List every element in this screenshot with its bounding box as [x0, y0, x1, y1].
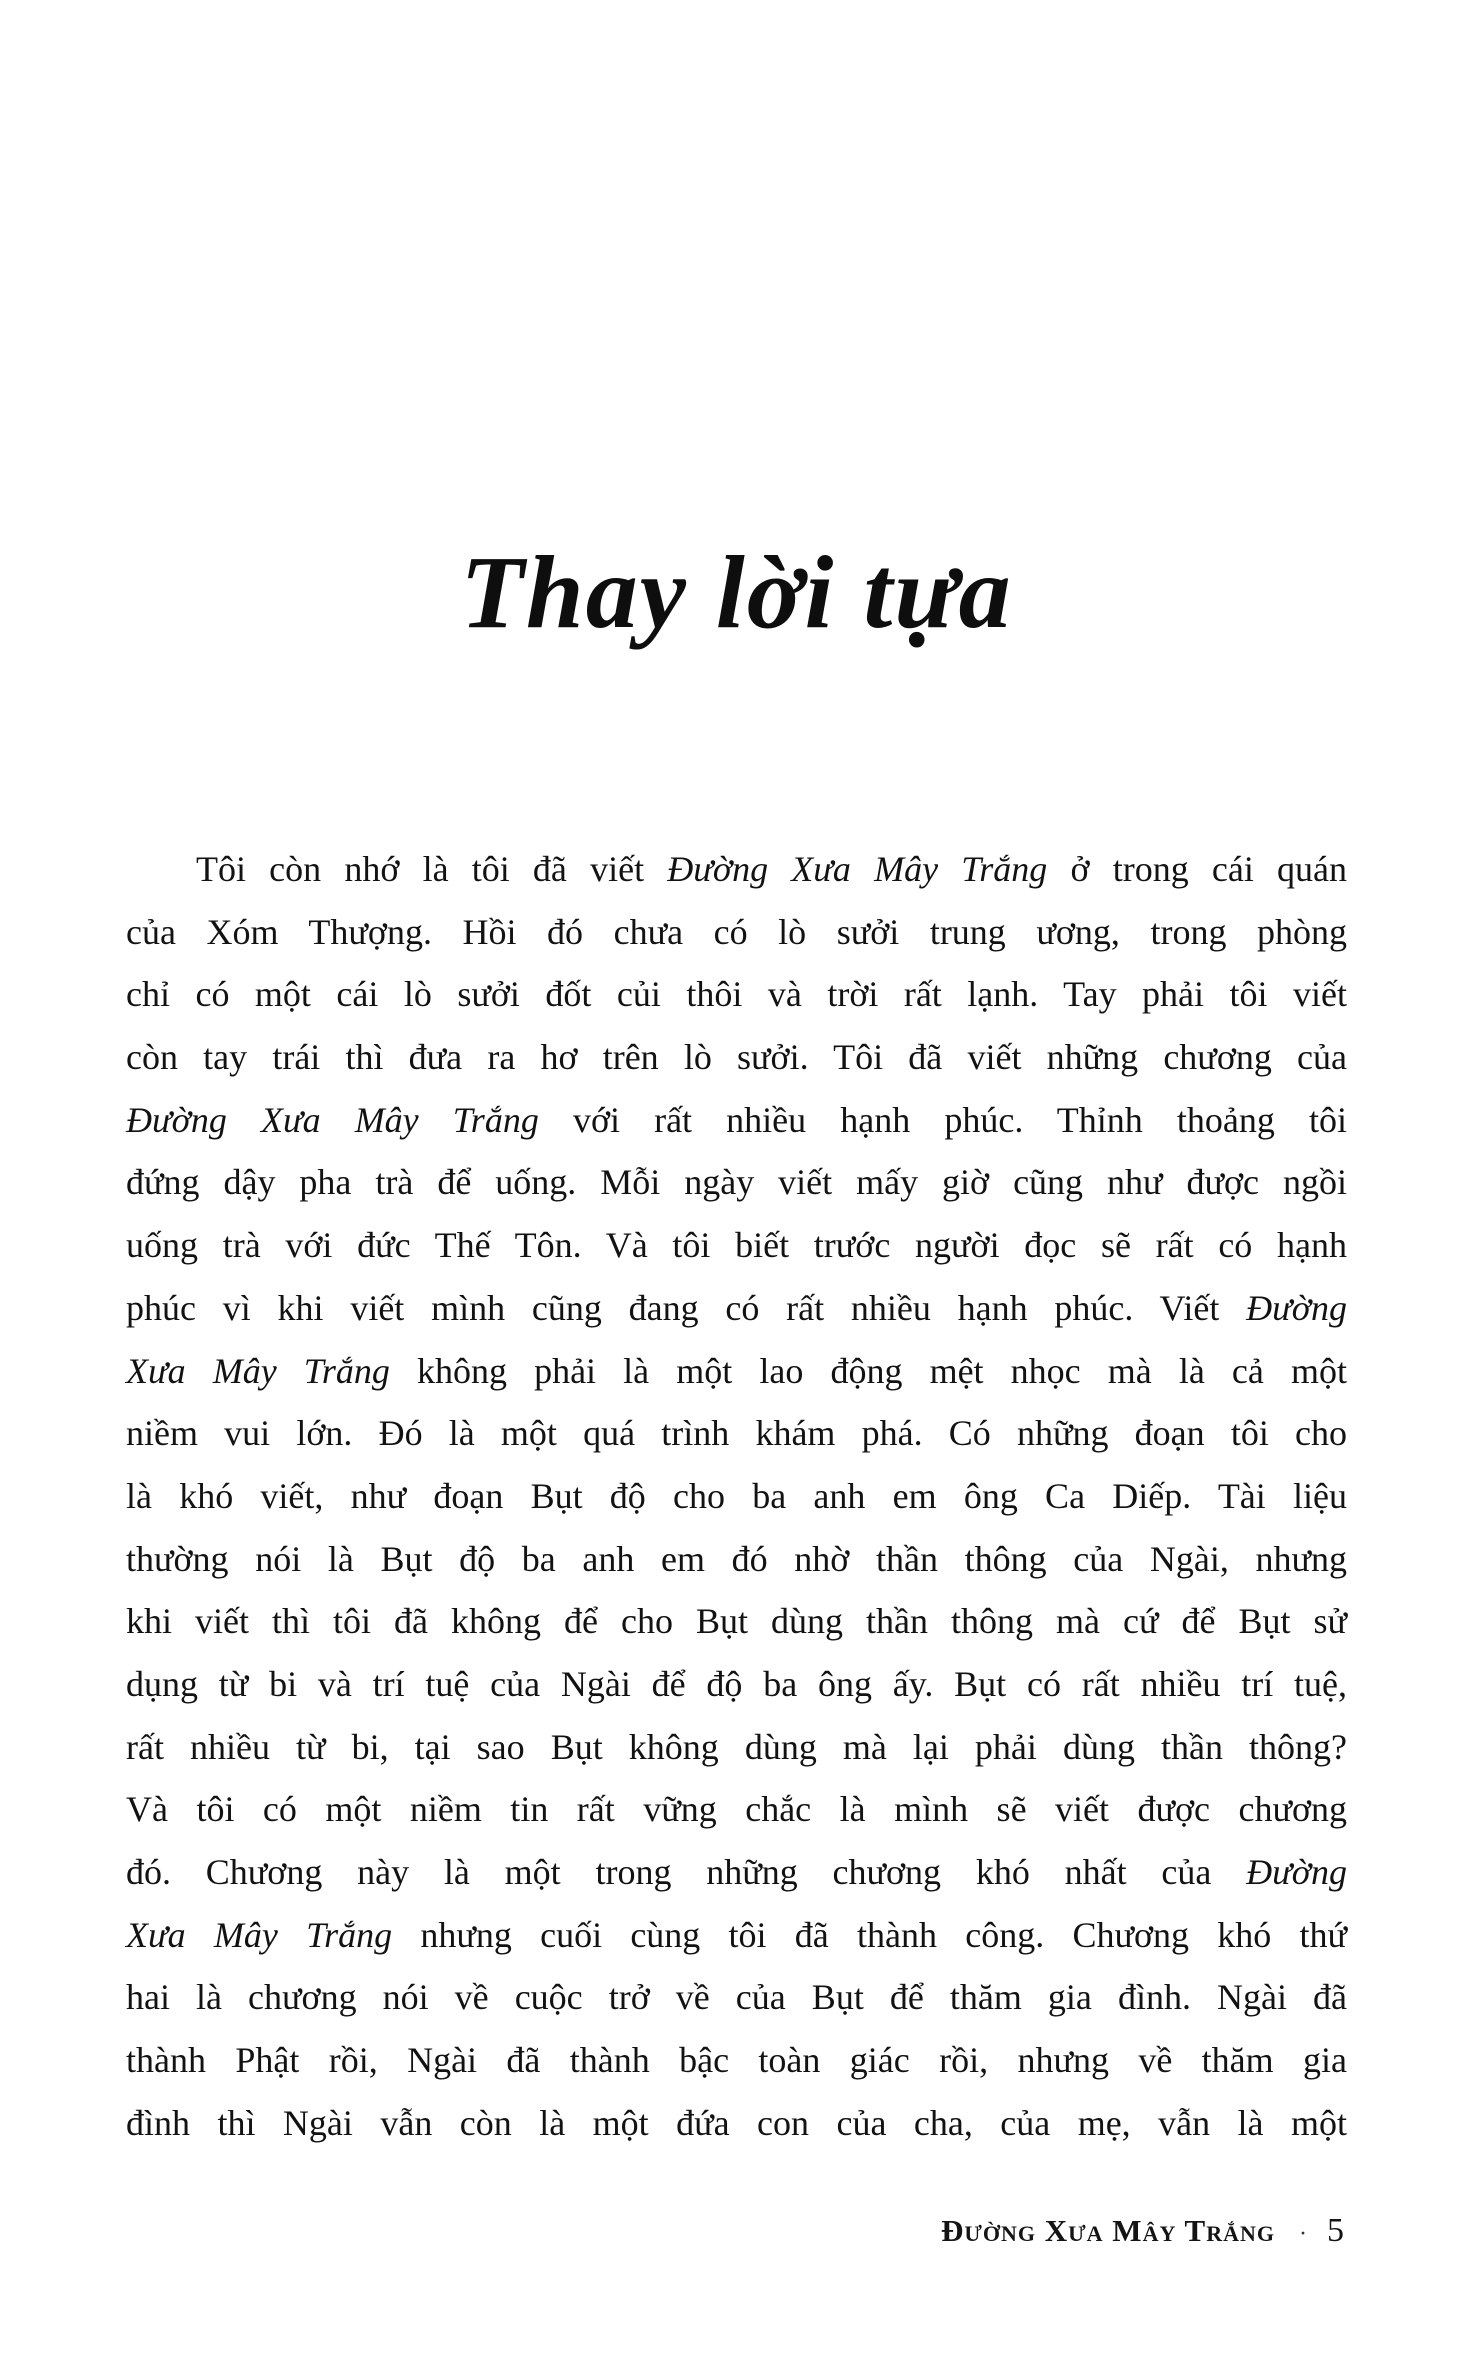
body-line	[126, 1340, 1347, 1403]
body-line	[126, 1778, 1347, 1841]
text-run: còn tay trái thì đưa ra hơ trên lò sưởi. Tôi đã viết những chương của	[126, 1037, 1347, 1078]
text-run: đó. Chương này là một trong những chương khó nhất của	[126, 1852, 1247, 1892]
body-text	[126, 838, 1347, 2154]
body-line	[126, 838, 1347, 901]
text-run: niềm vui lớn. Đó là một quá trình khám phá. Có những đoạn tôi cho	[126, 1413, 1347, 1454]
body-line	[126, 1151, 1347, 1214]
text-run: là khó viết, như đoạn Bụt độ cho ba anh em ông Ca Diếp. Tài liệu	[126, 1475, 1347, 1516]
text-run: rất nhiều từ bi, tại sao Bụt không dùng mà lại phải dùng thần thông?	[126, 1726, 1347, 1767]
text-run: thành Phật rồi, Ngài đã thành bậc toàn giác rồi, nhưng về thăm gia	[126, 2040, 1347, 2081]
body-line	[126, 1528, 1347, 1591]
text-run: đứng dậy pha trà để uống. Mỗi ngày viết mấy giờ cũng như được ngồi	[126, 1162, 1347, 1203]
text-run: ở trong cái quán	[1047, 849, 1348, 889]
body-line	[126, 901, 1347, 964]
body-line	[126, 1590, 1347, 1653]
text-run: của Xóm Thượng. Hồi đó chưa có lò sưởi trung ương, trong phòng	[126, 911, 1347, 952]
body-line	[126, 1089, 1347, 1152]
body-line	[126, 2029, 1347, 2092]
body-line	[126, 2092, 1347, 2155]
body-line	[126, 1653, 1347, 1716]
body-line	[126, 1841, 1347, 1904]
body-line	[126, 1966, 1347, 2029]
page-footer	[941, 2212, 1344, 2250]
body-line	[126, 1465, 1347, 1528]
body-line	[126, 1214, 1347, 1277]
body-line	[126, 1402, 1347, 1465]
book-title-italic-run: Xưa Mây Trắng	[126, 1350, 390, 1391]
book-title-italic-run: Đường	[1246, 1287, 1347, 1328]
text-run: khi viết thì tôi đã không để cho Bụt dùng thần thông mà cứ để Bụt sử	[126, 1601, 1347, 1642]
text-run: không phải là một lao động mệt nhọc mà là cả một	[389, 1350, 1347, 1391]
text-run: chỉ có một cái lò sưởi đốt củi thôi và trời rất lạnh. Tay phải tôi viết	[126, 974, 1347, 1015]
footer-separator-dot: ·	[1299, 2221, 1307, 2247]
footer-book-title: Đường Xưa Mây Trắng	[941, 2213, 1275, 2248]
text-run: nhưng cuối cùng tôi đã thành công. Chương khó thứ	[392, 1914, 1347, 1955]
chapter-title: Thay lời tựa	[460, 535, 1013, 650]
text-run: thường nói là Bụt độ ba anh em đó nhờ thần thông của Ngài, nhưng	[126, 1538, 1347, 1579]
text-run: đình thì Ngài vẫn còn là một đứa con của cha, của mẹ, vẫn là một	[126, 2102, 1347, 2143]
book-title-italic-run: Xưa Mây Trắng	[126, 1914, 393, 1955]
body-line	[126, 1277, 1347, 1340]
text-run: Và tôi có một niềm tin rất vững chắc là mình sẽ viết được chương	[126, 1789, 1347, 1830]
text-run: uống trà với đức Thế Tôn. Và tôi biết trước người đọc sẽ rất có hạnh	[126, 1225, 1347, 1266]
text-run: Tôi còn nhớ là tôi đã viết	[196, 849, 668, 889]
text-run: với rất nhiều hạnh phúc. Thỉnh thoảng tôi	[538, 1099, 1347, 1140]
text-run: hai là chương nói về cuộc trở về của Bụt để thăm gia đình. Ngài đã	[126, 1977, 1347, 2018]
body-line	[126, 963, 1347, 1026]
text-run: phúc vì khi viết mình cũng đang có rất nhiều hạnh phúc. Viết	[126, 1287, 1247, 1328]
body-line	[126, 1026, 1347, 1089]
body-line	[126, 1904, 1347, 1967]
book-title-italic-run: Đường Xưa Mây Trắng	[667, 849, 1048, 889]
body-line	[126, 1716, 1347, 1779]
text-run: dụng từ bi và trí tuệ của Ngài để độ ba ông ấy. Bụt có rất nhiều trí tuệ,	[126, 1663, 1347, 1704]
footer-page-number: 5	[1327, 2212, 1344, 2249]
book-title-italic-run: Đường Xưa Mây Trắng	[126, 1099, 539, 1140]
book-title-italic-run: Đường	[1246, 1852, 1347, 1892]
